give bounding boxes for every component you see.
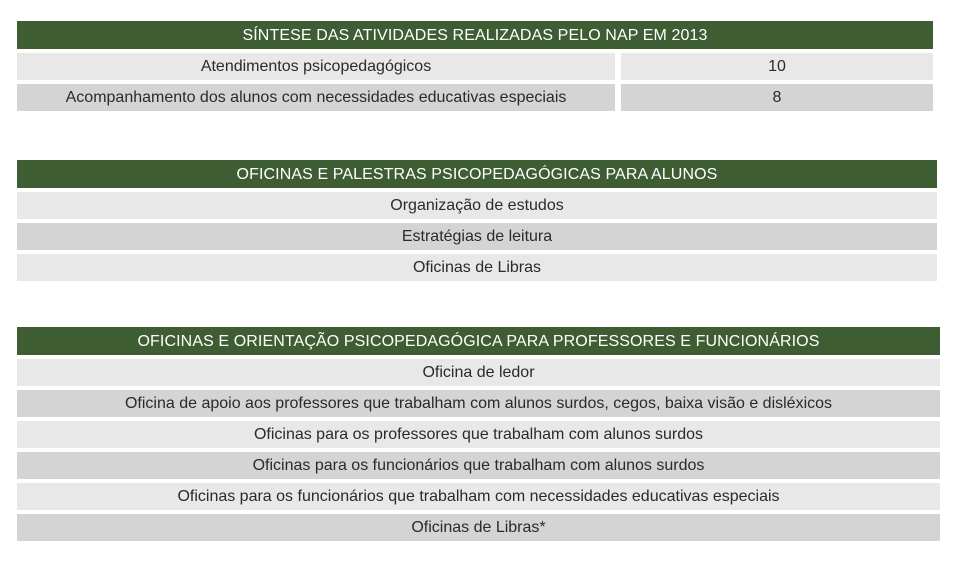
table-row: Oficinas para os funcionários que trabalham com alunos surdos: [17, 452, 940, 479]
table-row: [17, 84, 933, 111]
row-value: 10: [621, 53, 933, 80]
row-label: Atendimentos psicopedagógicos: [17, 53, 615, 80]
row-value: 8: [621, 84, 933, 111]
table-row: Oficinas para os professores que trabalham com alunos surdos: [17, 421, 940, 448]
table-row: [17, 53, 933, 80]
table-row: Oficinas para os funcionários que trabalham com necessidades educativas especiais: [17, 483, 940, 510]
summary-table-header: SÍNTESE DAS ATIVIDADES REALIZADAS PELO NAP EM 2013: [17, 21, 933, 49]
students-table: [17, 160, 937, 281]
table-row: Oficinas de Libras*: [17, 514, 940, 541]
table-row: Estratégias de leitura: [17, 223, 937, 250]
summary-table: [17, 21, 933, 111]
table-row: Oficina de apoio aos professores que trabalham com alunos surdos, cegos, baixa visão e disléxicos: [17, 390, 940, 417]
row-label: Acompanhamento dos alunos com necessidades educativas especiais: [17, 84, 615, 111]
table-row: Oficina de ledor: [17, 359, 940, 386]
table-row: Organização de estudos: [17, 192, 937, 219]
staff-table-header: OFICINAS E ORIENTAÇÃO PSICOPEDAGÓGICA PARA PROFESSORES E FUNCIONÁRIOS: [17, 327, 940, 355]
table-row: Oficinas de Libras: [17, 254, 937, 281]
staff-table: [17, 327, 940, 541]
students-table-header: OFICINAS E PALESTRAS PSICOPEDAGÓGICAS PARA ALUNOS: [17, 160, 937, 188]
